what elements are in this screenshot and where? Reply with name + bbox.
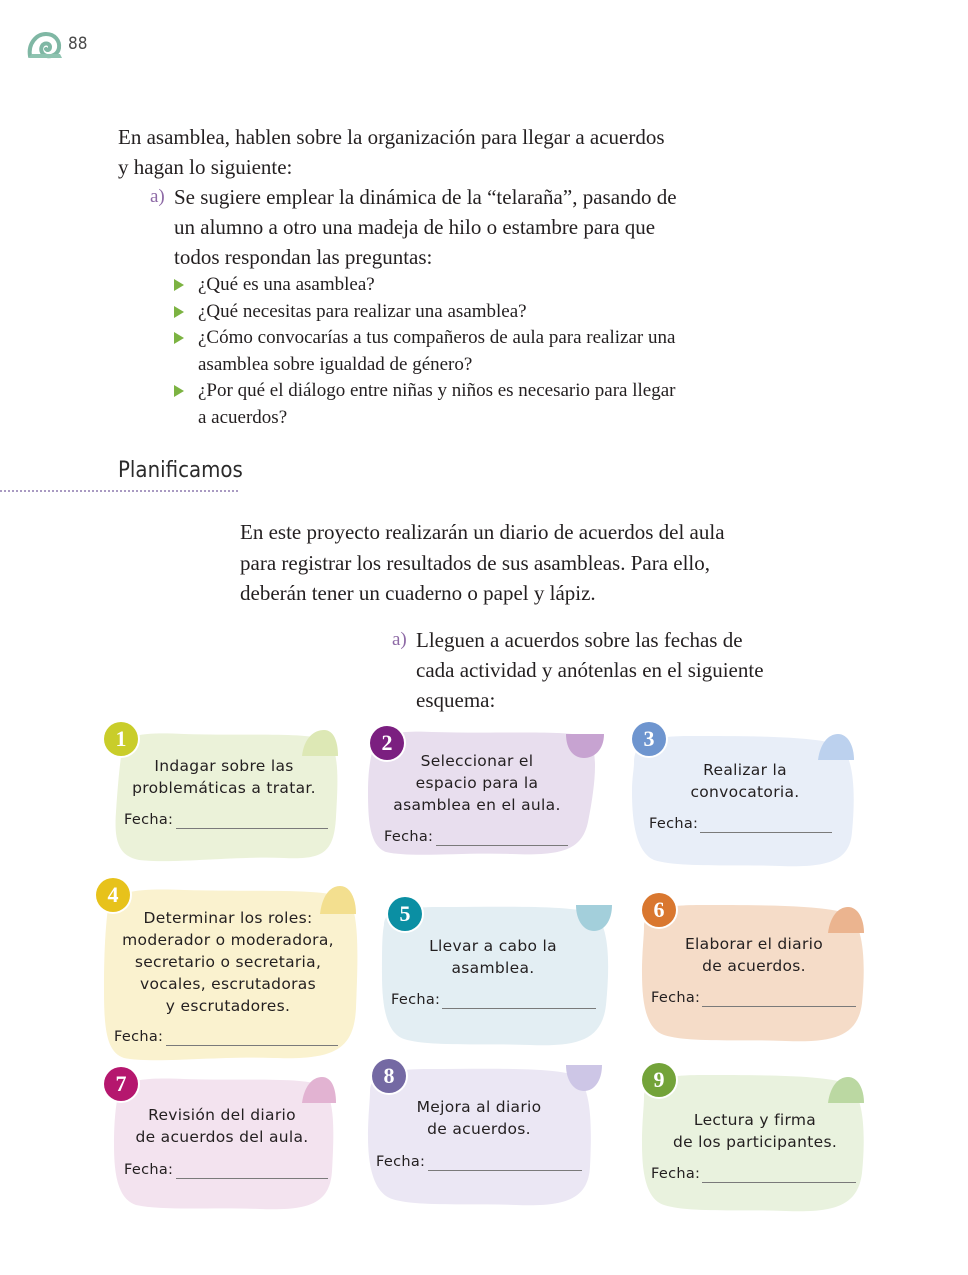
instruction-marker: a) [392, 629, 407, 650]
card-number-badge: 4 [96, 878, 130, 912]
activity-card-5 [380, 895, 616, 1049]
date-label: Fecha: [114, 1029, 164, 1045]
card-number-badge: 5 [388, 897, 422, 931]
date-input-line[interactable] [166, 1045, 338, 1046]
intro-section [118, 122, 678, 431]
date-label: Fecha: [384, 829, 434, 845]
card-number-badge: 8 [372, 1059, 406, 1093]
activity-card-8 [364, 1057, 604, 1209]
card-tab-shape [574, 901, 614, 933]
activity-card-7 [104, 1065, 340, 1213]
intro-item-a [118, 182, 678, 272]
date-label: Fecha: [124, 812, 174, 828]
card-task: Realizar la convocatoria. [690, 761, 800, 801]
section-divider [0, 490, 238, 492]
card-number-badge: 1 [104, 722, 138, 756]
card-number-badge: 9 [642, 1063, 676, 1097]
instruction-item [392, 625, 776, 715]
date-label: Fecha: [649, 816, 699, 832]
activity-card-6 [640, 893, 868, 1045]
section-title: Planificamos [118, 458, 243, 483]
card-tab-shape [816, 732, 856, 762]
intro-paragraph: En asamblea, hablen sobre la organización para llegar a acuerdos y hagan lo siguiente: [118, 125, 665, 179]
card-task: Determinar los roles: moderador o moderadora, secretario o secretaria, vocales, escrutadoras y escrutadores. [122, 909, 334, 1015]
card-task: Indagar sobre las problemáticas a tratar. [132, 757, 316, 797]
date-input-line[interactable] [176, 1178, 328, 1179]
card-tab-shape [826, 1075, 866, 1105]
date-input-line[interactable] [176, 828, 328, 829]
instruction-text: Lleguen a acuerdos sobre las fechas de cada actividad y anótenlas en el siguiente esquema: [416, 628, 764, 712]
card-number-badge: 3 [632, 722, 666, 756]
arrow-bullet-icon [174, 279, 184, 291]
arrow-bullet-icon [174, 332, 184, 344]
card-tab-shape [564, 1061, 604, 1093]
date-label: Fecha: [651, 990, 701, 1006]
card-task: Revisión del diario de acuerdos del aula. [135, 1106, 309, 1146]
page-number: 88 [68, 34, 88, 54]
card-task: Seleccionar el espacio para la asamblea en el aula. [393, 752, 561, 814]
date-label: Fecha: [124, 1162, 174, 1178]
date-label: Fecha: [391, 992, 441, 1008]
activity-card-4 [94, 878, 364, 1066]
card-tab-shape [300, 1075, 338, 1105]
date-input-line[interactable] [702, 1006, 856, 1007]
card-task: Llevar a cabo la asamblea. [429, 937, 557, 977]
arrow-bullet-icon [174, 385, 184, 397]
date-label: Fecha: [376, 1154, 426, 1170]
date-input-line[interactable] [442, 1008, 596, 1009]
project-paragraph: En este proyecto realizarán un diario de acuerdos del aula para registrar los resultados de sus asambleas. Para ello, deberán tener un cuaderno o papel y lápiz. [240, 520, 725, 605]
activity-card-1 [104, 722, 344, 867]
card-number-badge: 2 [370, 726, 404, 760]
question-item: ¿Qué necesitas para realizar una asamblea? [198, 299, 678, 326]
activity-card-2 [362, 722, 608, 862]
arrow-bullet-icon [174, 306, 184, 318]
activity-card-3 [630, 722, 860, 870]
date-label: Fecha: [651, 1166, 701, 1182]
card-task: Elaborar el diario de acuerdos. [684, 935, 824, 975]
question-item: ¿Cómo convocarías a tus compañeros de aula para realizar una asamblea sobre igualdad de género? [198, 325, 678, 378]
date-input-line[interactable] [436, 845, 568, 846]
card-task: Lectura y firma de los participantes. [672, 1111, 838, 1151]
snail-icon [26, 30, 64, 60]
date-input-line[interactable] [700, 832, 832, 833]
date-input-line[interactable] [428, 1170, 582, 1171]
card-number-badge: 6 [642, 893, 676, 927]
card-tab-shape [300, 728, 340, 758]
item-text: Se sugiere emplear la dinámica de la “telaraña”, pasando de un alumno a otro una madeja de hilo o estambre para que todos respondan las preguntas: [174, 185, 677, 269]
item-marker: a) [150, 186, 165, 207]
page-header [26, 28, 146, 62]
date-input-line[interactable] [702, 1182, 856, 1183]
card-number-badge: 7 [104, 1067, 138, 1101]
question-list [118, 272, 678, 431]
card-task: Mejora al diario de acuerdos. [416, 1098, 542, 1138]
question-item: ¿Por qué el diálogo entre niñas y niños es necesario para llegar a acuerdos? [198, 378, 678, 431]
activity-card-9 [640, 1063, 870, 1215]
card-tab-shape [826, 905, 866, 935]
question-item: ¿Qué es una asamblea? [198, 272, 678, 299]
